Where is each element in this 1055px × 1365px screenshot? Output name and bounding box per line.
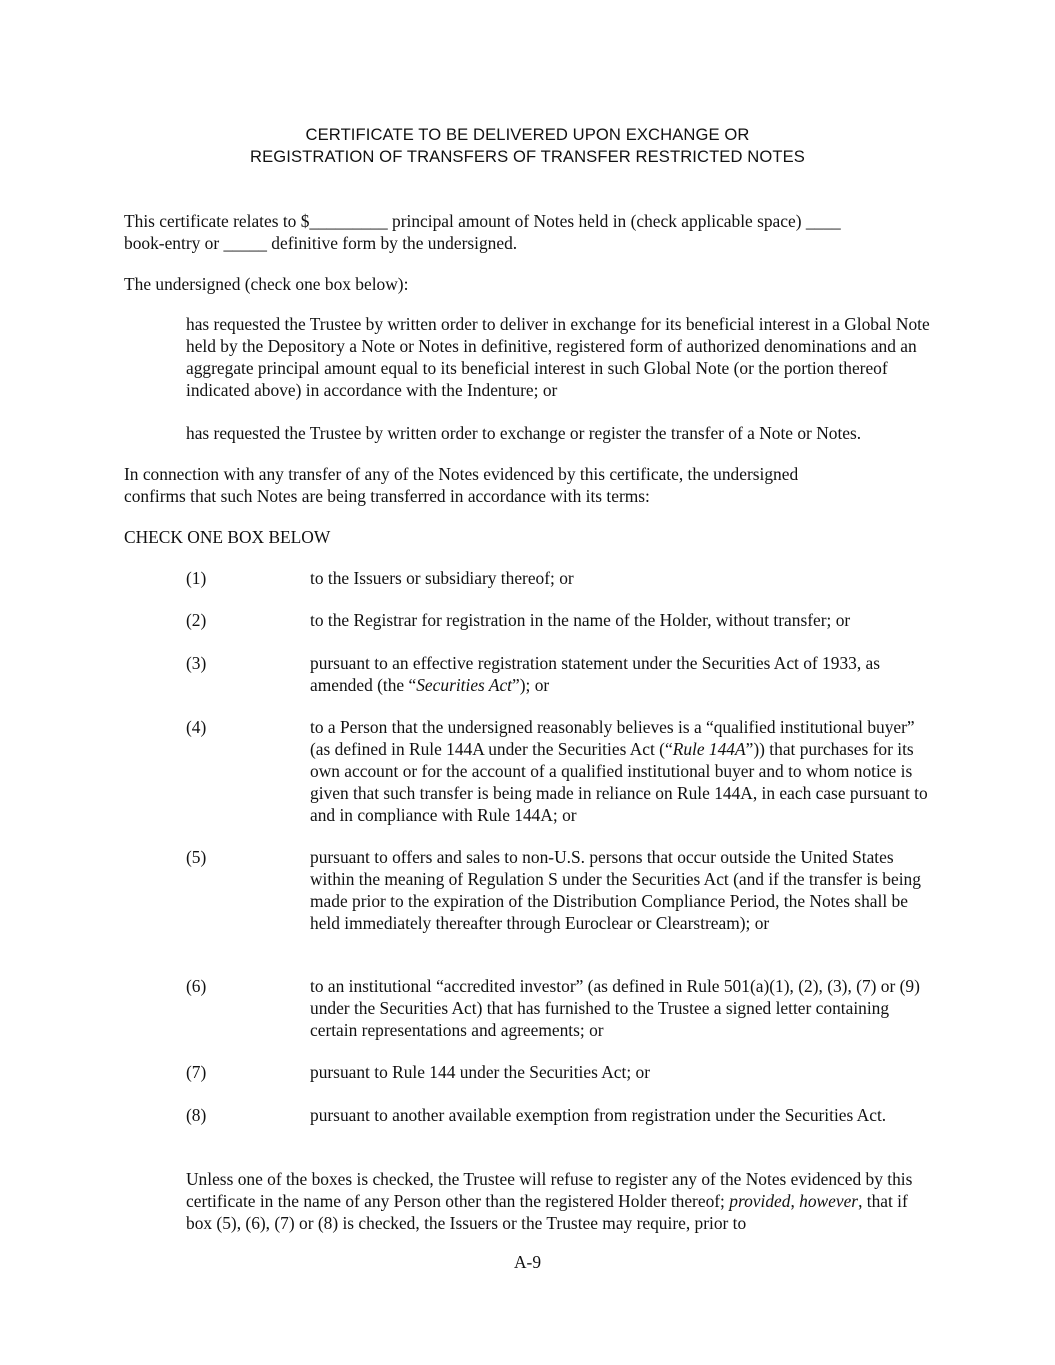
box-number-5: (5): [186, 847, 207, 867]
box-number-1: (1): [186, 568, 207, 588]
box-text-3-part-1: pursuant to an effective registration statement under the Securities Act of 1933, as amended (the “: [310, 653, 881, 695]
closing-part-2: , that if box (5), (6), (7) or (8) is checked, the Issuers or the Trustee may require, prior to: [186, 1191, 908, 1233]
box-text-1: to the Issuers or subsidiary thereof; or: [310, 568, 574, 588]
transfer-paragraph-line-2: confirms that such Notes are being transferred in accordance with its terms:: [124, 486, 650, 506]
box-number-2: (2): [186, 610, 207, 630]
check-one-box-heading: CHECK ONE BOX BELOW: [124, 527, 331, 547]
box-text-4-defined-term: Rule 144A: [672, 739, 746, 759]
box-text-3-defined-term: Securities Act: [416, 675, 513, 695]
intro-line-2: book-entry or _____ definitive form by the undersigned.: [124, 233, 518, 253]
closing-paragraph: [186, 1168, 936, 1234]
request-option-transfer: has requested the Trustee by written order to exchange or register the transfer of a Note or Notes.: [186, 423, 862, 443]
box-number-4: (4): [186, 717, 207, 737]
box-text-2: to the Registrar for registration in the name of the Holder, without transfer; or: [310, 610, 851, 630]
undersigned-heading: The undersigned (check one box below):: [124, 274, 409, 294]
box-text-5: pursuant to offers and sales to non-U.S. persons that occur outside the United States within the meaning of Regulation S under the Securities Act (and if the transfer is being made prior to the expiration of the Distribution Compliance Period, the Notes shall be held immediately thereafter through Euroclear or Clearstream); or: [310, 847, 921, 933]
box-text-4-part-2: ”)) that purchases for its own account or for the account of a qualified institutional buyer and to whom notice is given that such transfer is being made in reliance on Rule 144A, in each case pursuant to and in compliance with Rule 144A; or: [310, 739, 928, 825]
page-number: A-9: [513, 1252, 542, 1272]
box-text-6: to an institutional “accredited investor” (as defined in Rule 501(a)(1), (2), (3), (7) or (9) under the Securities Act) that has furnished to the Trustee a signed letter containing certain representations and agreements; or: [310, 976, 920, 1040]
closing-part-1: Unless one of the boxes is checked, the Trustee will refuse to register any of the Notes evidenced by this certificate in the name of any Person other than the registered Holder thereof;: [186, 1169, 913, 1211]
closing-comma: ,: [790, 1191, 800, 1211]
certificate-title-line-1: CERTIFICATE TO BE DELIVERED UPON EXCHANGE OR: [305, 125, 750, 144]
closing-however: however: [799, 1191, 859, 1211]
box-text-4: [310, 716, 935, 826]
box-number-7: (7): [186, 1062, 207, 1082]
transfer-paragraph-line-1: In connection with any transfer of any of the Notes evidenced by this certificate, the undersigned: [124, 464, 799, 484]
box-text-8: pursuant to another available exemption from registration under the Securities Act.: [310, 1105, 887, 1125]
box-text-3: [310, 652, 935, 696]
box-text-7: pursuant to Rule 144 under the Securities Act; or: [310, 1062, 651, 1082]
box-text-3-part-2: ”); or: [512, 675, 550, 695]
box-number-8: (8): [186, 1105, 207, 1125]
closing-provided: provided: [729, 1191, 791, 1211]
box-number-3: (3): [186, 653, 207, 673]
box-text-4-part-1: to a Person that the undersigned reasonably believes is a “qualified institutional buyer” (as defined in Rule 144A under the Securities Act (“: [310, 717, 915, 759]
intro-line-1: This certificate relates to $_________ principal amount of Notes held in (check applicable space) ____: [124, 211, 841, 231]
request-option-exchange: has requested the Trustee by written order to deliver in exchange for its beneficial interest in a Global Note held by the Depository a Note or Notes in definitive, registered form of authorized denominations and an aggregate principal amount equal to its beneficial interest in such Global Note (or the portion thereof indicated above) in accordance with the Indenture; or: [186, 314, 930, 400]
certificate-title-line-2: REGISTRATION OF TRANSFERS OF TRANSFER RESTRICTED NOTES: [250, 147, 805, 166]
box-number-6: (6): [186, 976, 207, 996]
